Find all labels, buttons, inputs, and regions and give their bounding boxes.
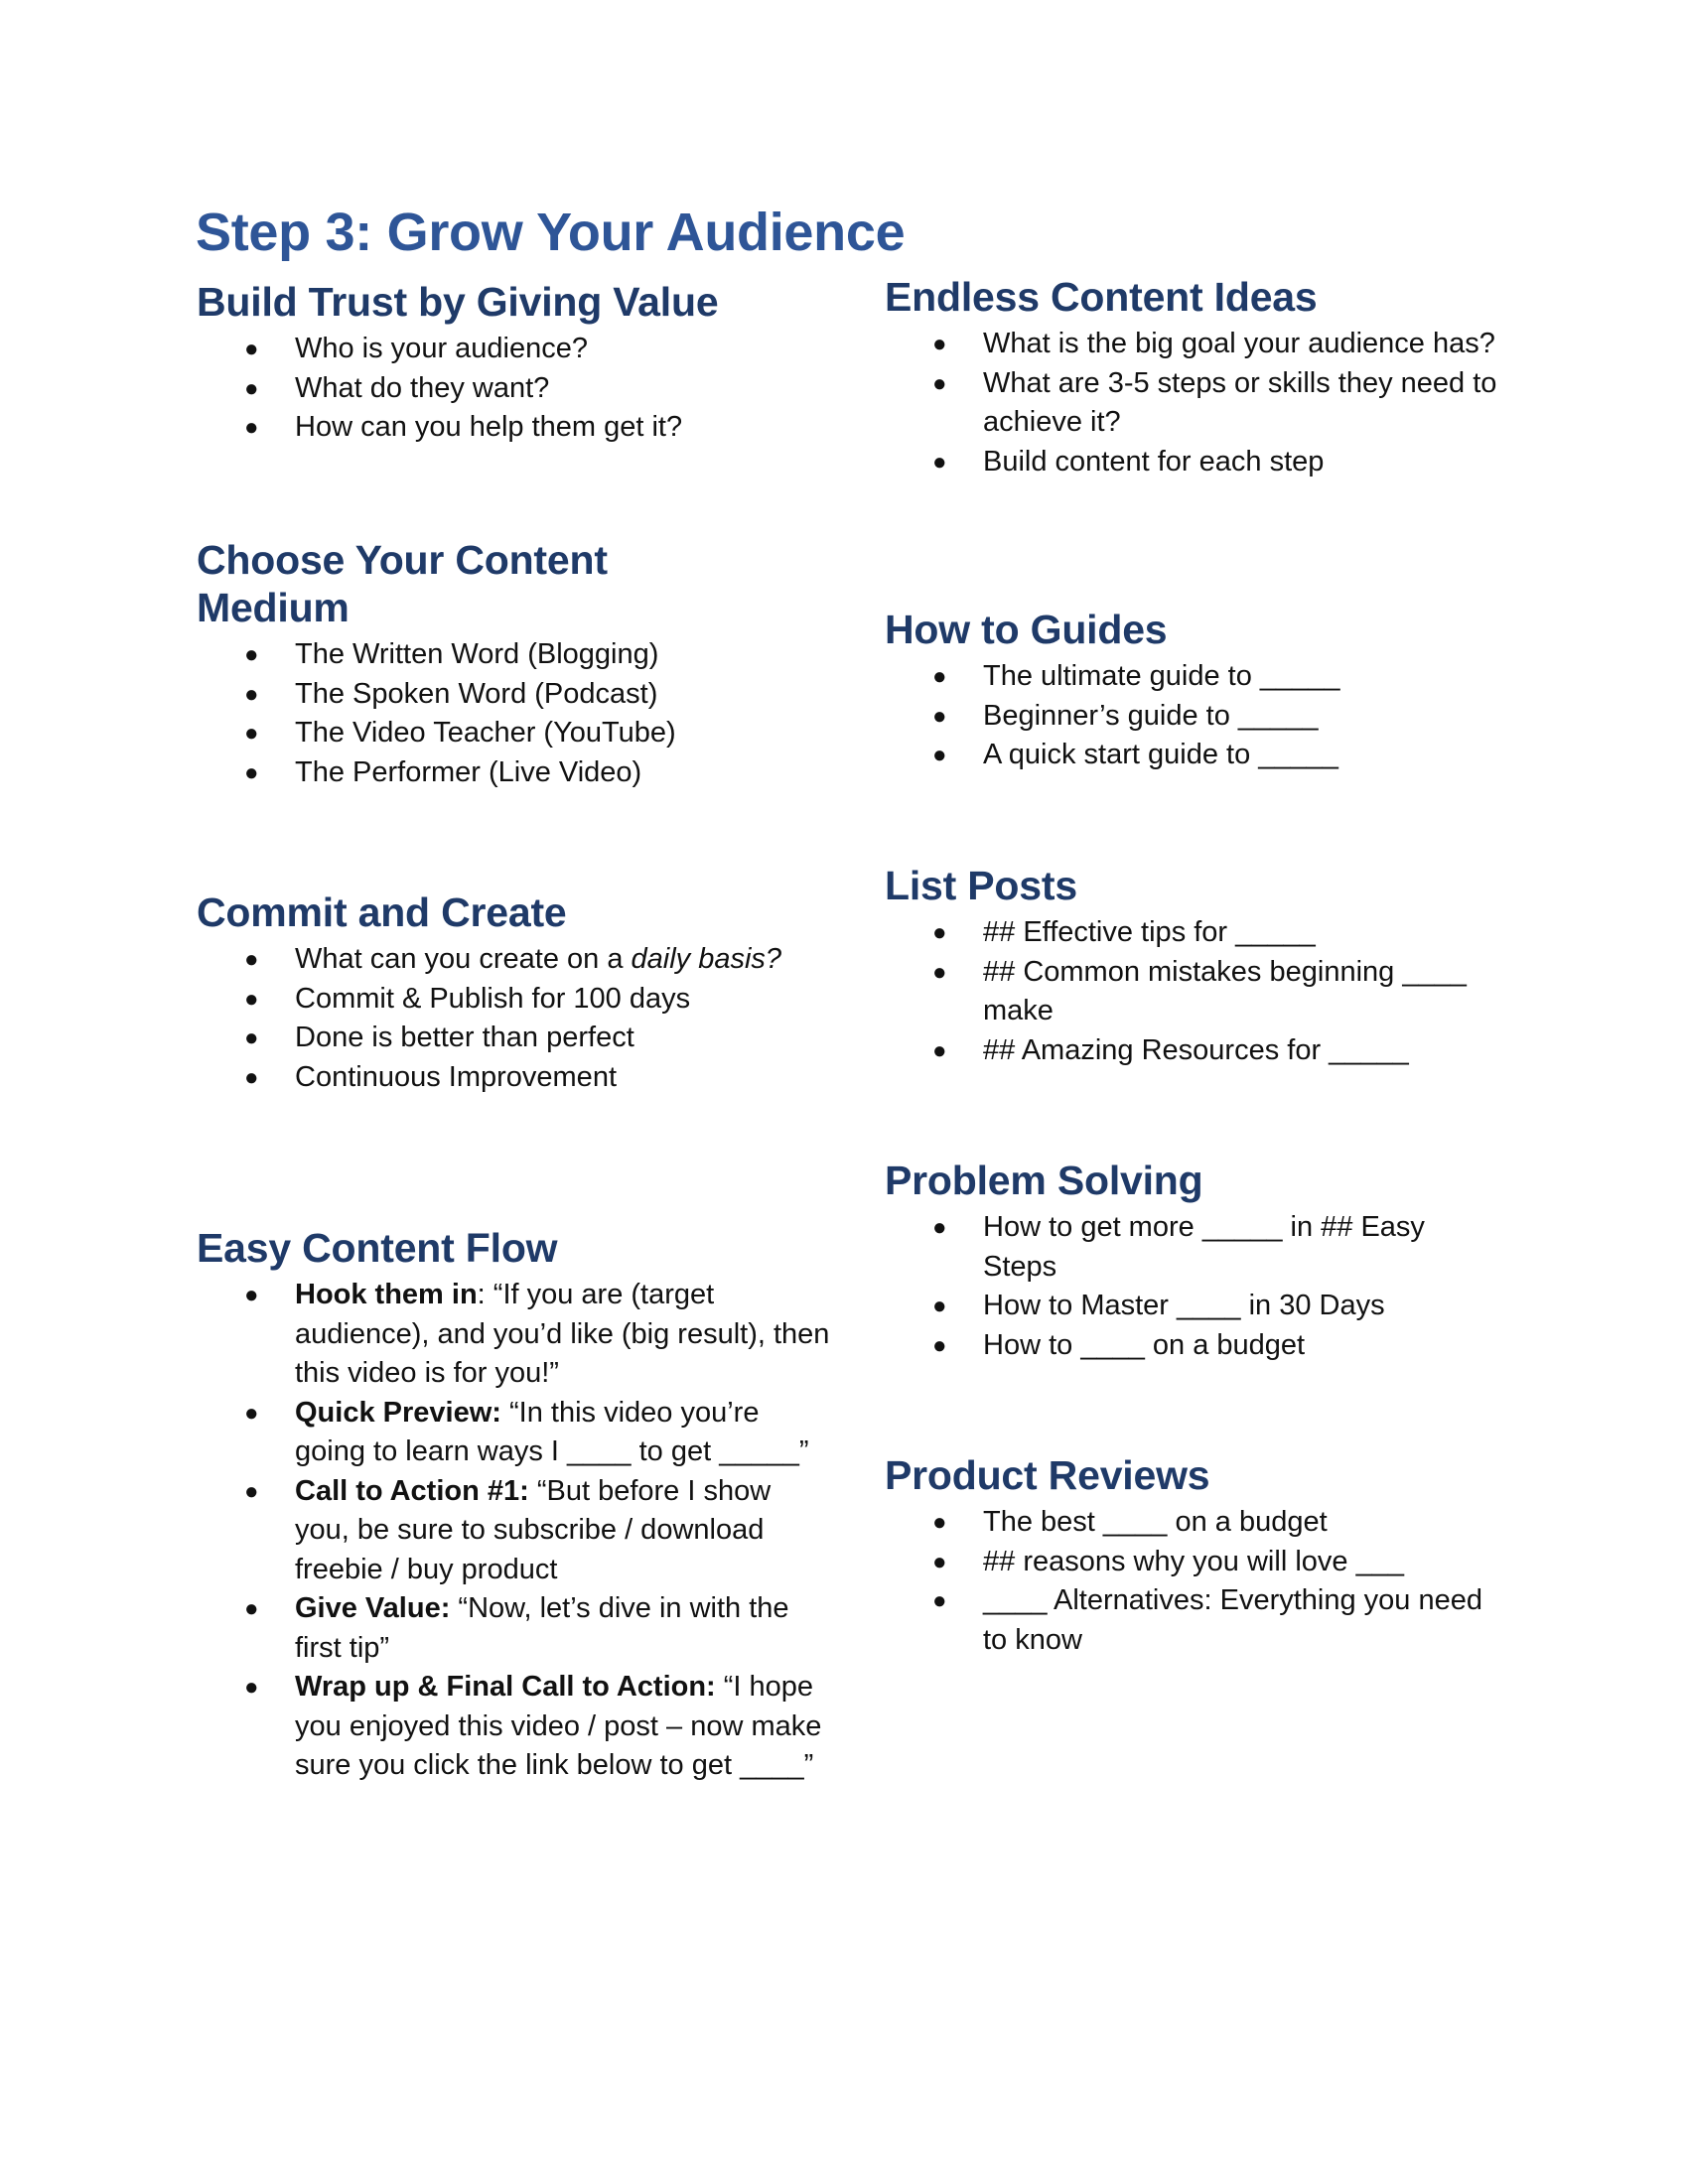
section-heading: Choose Your Content Medium: [197, 537, 608, 630]
bullet-icon: ●: [932, 663, 947, 690]
bullet-icon: ●: [932, 331, 947, 357]
section-heading: Endless Content Ideas: [885, 274, 1318, 320]
bullet-list: [197, 635, 832, 792]
list-item: ● The Performer (Live Video): [197, 753, 832, 793]
bullet-icon: ●: [244, 985, 259, 1013]
list-item: ● ## Effective tips for _____: [885, 913, 1500, 953]
list-item: ● How to get more _____ in ## Easy Steps: [885, 1208, 1500, 1287]
bullet-list: [197, 330, 832, 448]
bullet-icon: ●: [244, 1063, 259, 1091]
section-list-posts: [885, 862, 1500, 1070]
list-item: ● The Spoken Word (Podcast): [197, 675, 832, 715]
section-how-to-guides: [885, 606, 1500, 775]
bullet-icon: ●: [932, 1293, 947, 1319]
bullet-list: [885, 1503, 1500, 1660]
section-heading: Commit and Create: [197, 889, 567, 935]
bullet-icon: ●: [932, 1036, 947, 1064]
bullet-icon: ●: [244, 374, 259, 402]
list-item: ● What can you create on a daily basis?: [197, 940, 832, 980]
list-item: ● The Video Teacher (YouTube): [197, 714, 832, 753]
list-item: ● ## Common mistakes beginning ____ make: [885, 953, 1500, 1031]
list-item: ● What is the big goal your audience has?: [885, 325, 1500, 364]
section-heading: How to Guides: [885, 607, 1168, 652]
section-heading: Build Trust by Giving Value: [197, 279, 719, 325]
bullet-icon: ●: [244, 1282, 259, 1308]
section-heading: Easy Content Flow: [197, 1225, 558, 1271]
section-product-reviews: [885, 1451, 1500, 1660]
list-item: ● Who is your audience?: [197, 330, 832, 369]
section-build-trust: [197, 278, 832, 448]
bullet-list: [885, 657, 1500, 775]
section-heading: Product Reviews: [885, 1452, 1210, 1498]
list-item: ● Hook them in: “If you are (target audience), and you’d like (big result), then this video is for you!”: [197, 1276, 832, 1394]
list-item: ● The best ____ on a budget: [885, 1503, 1500, 1543]
section-commit-create: [197, 888, 832, 1097]
bullet-icon: ●: [244, 680, 259, 708]
bullet-icon: ●: [932, 369, 947, 397]
bullet-list: [885, 1208, 1500, 1365]
list-item: ● Give Value: “Now, let’s dive in with the first tip”: [197, 1589, 832, 1668]
list-item: ● Done is better than perfect: [197, 1019, 832, 1058]
bullet-icon: ●: [932, 919, 947, 946]
list-item: ● A quick start guide to _____: [885, 736, 1500, 775]
bullet-icon: ●: [244, 1674, 259, 1701]
bullet-icon: ●: [244, 946, 259, 973]
bullet-icon: ●: [932, 1548, 947, 1575]
list-item: ● The ultimate guide to _____: [885, 657, 1500, 697]
list-item: ● How to Master ____ in 30 Days: [885, 1287, 1500, 1326]
bullet-icon: ●: [244, 758, 259, 786]
bullet-icon: ●: [932, 1214, 947, 1241]
section-problem-solving: [885, 1157, 1500, 1365]
list-item: ● The Written Word (Blogging): [197, 635, 832, 675]
list-item: ● Quick Preview: “In this video you’re going to learn ways I ____ to get _____”: [197, 1394, 832, 1472]
list-item: ● What are 3-5 steps or skills they need to achieve it?: [885, 364, 1500, 443]
list-item: ● Beginner’s guide to _____: [885, 697, 1500, 737]
bullet-icon: ●: [244, 414, 259, 441]
bullet-list: [197, 1276, 832, 1786]
page-title: Step 3: Grow Your Audience: [196, 203, 906, 262]
bullet-icon: ●: [932, 1587, 947, 1614]
bullet-list: [885, 913, 1500, 1070]
bullet-list: [885, 325, 1500, 481]
bullet-icon: ●: [932, 958, 947, 986]
bullet-icon: ●: [244, 1024, 259, 1051]
bullet-icon: ●: [244, 336, 259, 362]
bullet-icon: ●: [244, 641, 259, 668]
bullet-icon: ●: [932, 448, 947, 476]
list-item: ● Build content for each step: [885, 443, 1500, 482]
bullet-icon: ●: [244, 720, 259, 747]
list-item: ● Wrap up & Final Call to Action: “I hope you enjoyed this video / post – now make sure you click the link below to get ____”: [197, 1668, 832, 1786]
section-easy-content-flow: [197, 1224, 832, 1786]
section-heading: Problem Solving: [885, 1158, 1203, 1203]
bullet-icon: ●: [932, 1509, 947, 1536]
list-item: ● ____ Alternatives: Everything you need to know: [885, 1581, 1500, 1660]
list-item: ● How can you help them get it?: [197, 408, 832, 448]
list-item: ● ## Amazing Resources for _____: [885, 1031, 1500, 1071]
bullet-icon: ●: [244, 1399, 259, 1427]
section-endless-content-ideas: [885, 273, 1500, 481]
bullet-icon: ●: [932, 702, 947, 730]
list-item: ● ## reasons why you will love ___: [885, 1543, 1500, 1582]
list-item: ● What do they want?: [197, 369, 832, 409]
bullet-icon: ●: [932, 1331, 947, 1359]
list-item: ● Call to Action #1: “But before I show you, be sure to subscribe / download freebie / buy product: [197, 1472, 832, 1590]
section-heading: List Posts: [885, 863, 1077, 908]
bullet-icon: ●: [932, 742, 947, 768]
section-content-medium: [197, 536, 676, 792]
bullet-list: [197, 940, 832, 1097]
list-item: ● Commit & Publish for 100 days: [197, 980, 832, 1020]
list-item: ● How to ____ on a budget: [885, 1326, 1500, 1366]
list-item: ● Continuous Improvement: [197, 1058, 832, 1098]
bullet-icon: ●: [244, 1595, 259, 1622]
bullet-icon: ●: [244, 1477, 259, 1505]
